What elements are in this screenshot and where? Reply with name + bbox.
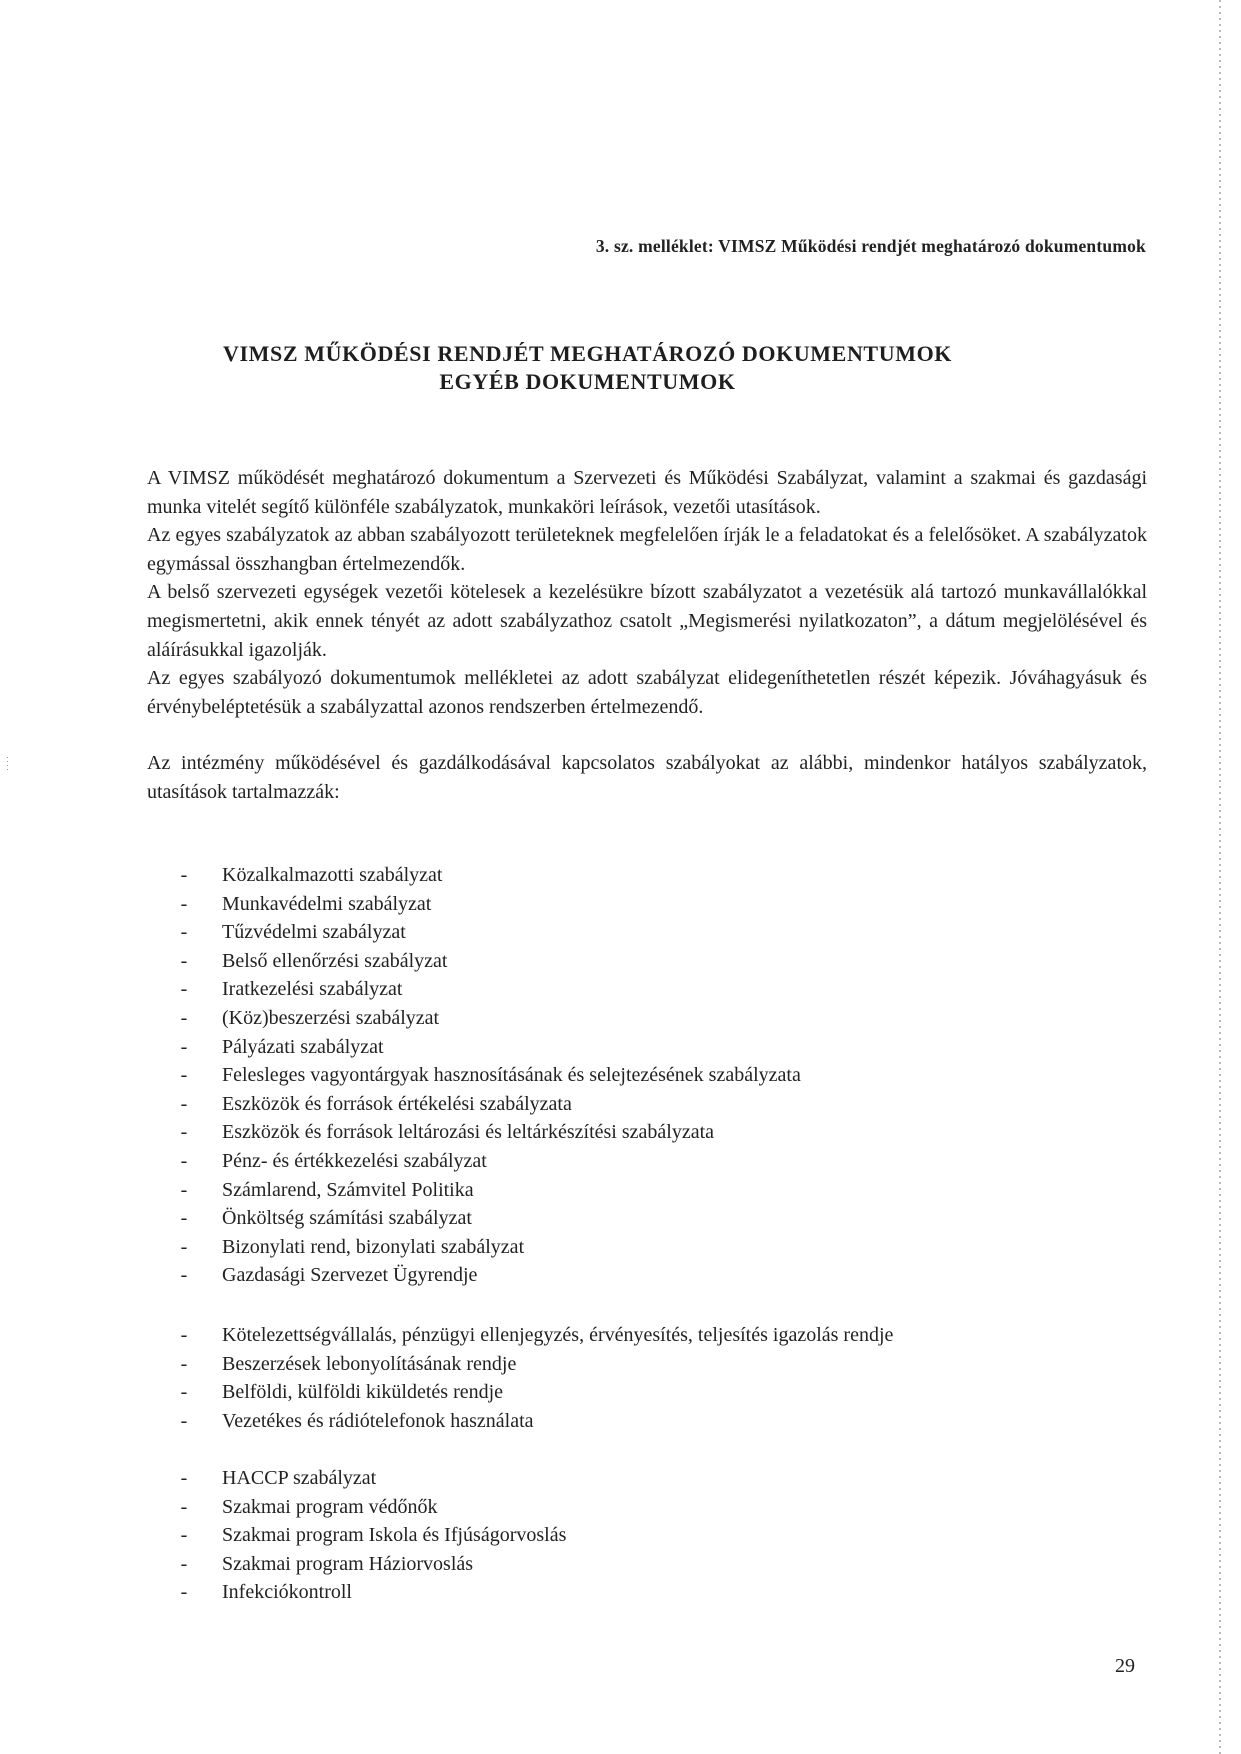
list-item: - (Köz)beszerzési szabályzat (178, 1004, 1078, 1033)
list-item: - Tűzvédelmi szabályzat (178, 918, 1078, 947)
list-item: - Szakmai program Háziorvoslás (178, 1550, 1078, 1579)
paragraph-intro: A VIMSZ működését meghatározó dokumentum a Szervezeti és Működési Szabályzat, valamint a szakmai és gazdasági munka vitelét segítő különféle szabályzatok, munkaköri leírások, vezetői utasítások. (147, 467, 1147, 518)
dash-bullet-icon: - (180, 892, 188, 915)
dash-bullet-icon: - (180, 1467, 188, 1489)
regulation-list-procedures (178, 1321, 1078, 1435)
list-item: - Kötelezettségvállalás, pénzügyi ellenjegyzés, érvényesítés, teljesítés igazolás rendje (178, 1321, 1078, 1350)
dash-bullet-icon: - (180, 1552, 188, 1575)
list-item: - Közalkalmazotti szabályzat (178, 861, 1078, 890)
list-item: - Pénz- és értékkezelési szabályzat (178, 1147, 1078, 1176)
running-header: 3. sz. melléklet: VIMSZ Működési rendjét meghatározó dokumentumok (595, 236, 1146, 256)
scan-mark-artifact (7, 757, 8, 771)
list-item: - Belföldi, külföldi kiküldetés rendje (178, 1378, 1078, 1407)
dash-bullet-icon: - (180, 1352, 188, 1375)
regulation-list-professional (178, 1464, 1078, 1607)
dash-bullet-icon: - (180, 1495, 188, 1518)
dash-bullet-icon: - (180, 1178, 188, 1201)
list-item: - Számlarend, Számvitel Politika (178, 1176, 1078, 1205)
dash-bullet-icon: - (180, 921, 188, 944)
list-item: - Munkavédelmi szabályzat (178, 890, 1078, 919)
paragraph-list-intro: Az intézmény működésével és gazdálkodásával kapcsolatos szabályokat az alábbi, mindenkor hatályos szabályzatok, utasítások tartalmazzák: (147, 752, 1147, 803)
list-item: - Vezetékes és rádiótelefonok használata (178, 1407, 1078, 1436)
page-title (0, 340, 1175, 396)
dash-bullet-icon: - (180, 1409, 188, 1432)
dash-bullet-icon: - (180, 1035, 188, 1058)
dash-bullet-icon: - (180, 1092, 188, 1115)
list-item: - Felesleges vagyontárgyak hasznosításának és selejtezésének szabályzata (178, 1061, 1078, 1090)
dash-bullet-icon: - (180, 1207, 188, 1230)
dash-bullet-icon: - (180, 1381, 188, 1404)
list-item: - Beszerzések lebonyolításának rendje (178, 1350, 1078, 1379)
title-line-2: EGYÉB DOKUMENTUMOK (439, 369, 736, 394)
dash-bullet-icon: - (180, 1581, 188, 1604)
dash-bullet-icon: - (180, 864, 188, 886)
paragraph-annexes: Az egyes szabályozó dokumentumok mellékletei az adott szabályzat elidegeníthetetlen részét képezik. Jóváhagyásuk és érvénybeléptetésük a szabályzattal azonos rendszerben értelmezendő. (147, 667, 1147, 718)
title-line-1: VIMSZ MŰKÖDÉSI RENDJÉT MEGHATÁROZÓ DOKUMENTUMOK (223, 341, 952, 366)
body-text (147, 464, 1147, 807)
dash-bullet-icon: - (180, 1264, 188, 1287)
scan-edge-artifact (1219, 0, 1221, 1754)
list-item: - Iratkezelési szabályzat (178, 975, 1078, 1004)
list-item: - Eszközök és források leltározási és leltárkészítési szabályzata (178, 1118, 1078, 1147)
list-item: - Belső ellenőrzési szabályzat (178, 947, 1078, 976)
list-item: - Pályázati szabályzat (178, 1033, 1078, 1062)
dash-bullet-icon: - (180, 978, 188, 1001)
list-item: - HACCP szabályzat (178, 1464, 1078, 1493)
paragraph-unit-leaders: A belső szervezeti egységek vezetői kötelesek a kezelésükre bízott szabályzatot a vezetésük alá tartozó munkavállalókkal megismertetni, akik ennek tényét az adott szabályzathoz csatolt „Megismerési nyilatkozaton”, a dátum megjelölésével és aláírásukkal igazolják. (147, 581, 1147, 661)
list-item: - Eszközök és források értékelési szabályzata (178, 1090, 1078, 1119)
dash-bullet-icon: - (180, 1524, 188, 1547)
dash-bullet-icon: - (180, 1324, 188, 1346)
dash-bullet-icon: - (180, 1006, 188, 1029)
list-item: - Szakmai program védőnők (178, 1493, 1078, 1522)
dash-bullet-icon: - (180, 1121, 188, 1144)
list-item: - Önköltség számítási szabályzat (178, 1204, 1078, 1233)
regulation-list-general (178, 861, 1078, 1290)
list-item: - Infekciókontroll (178, 1578, 1078, 1607)
list-item: - Szakmai program Iskola és Ifjúságorvoslás (178, 1521, 1078, 1550)
dash-bullet-icon: - (180, 1149, 188, 1172)
paragraph-regulations: Az egyes szabályzatok az abban szabályozott területeknek megfelelően írják le a feladatokat és a felelősöket. A szabályzatok egymással összhangban értelmezendők. (147, 524, 1147, 575)
dash-bullet-icon: - (180, 1235, 188, 1258)
dash-bullet-icon: - (180, 949, 188, 972)
list-item: - Bizonylati rend, bizonylati szabályzat (178, 1233, 1078, 1262)
list-item: - Gazdasági Szervezet Ügyrendje (178, 1261, 1078, 1290)
dash-bullet-icon: - (180, 1064, 188, 1087)
page-number: 29 (1115, 1655, 1135, 1677)
